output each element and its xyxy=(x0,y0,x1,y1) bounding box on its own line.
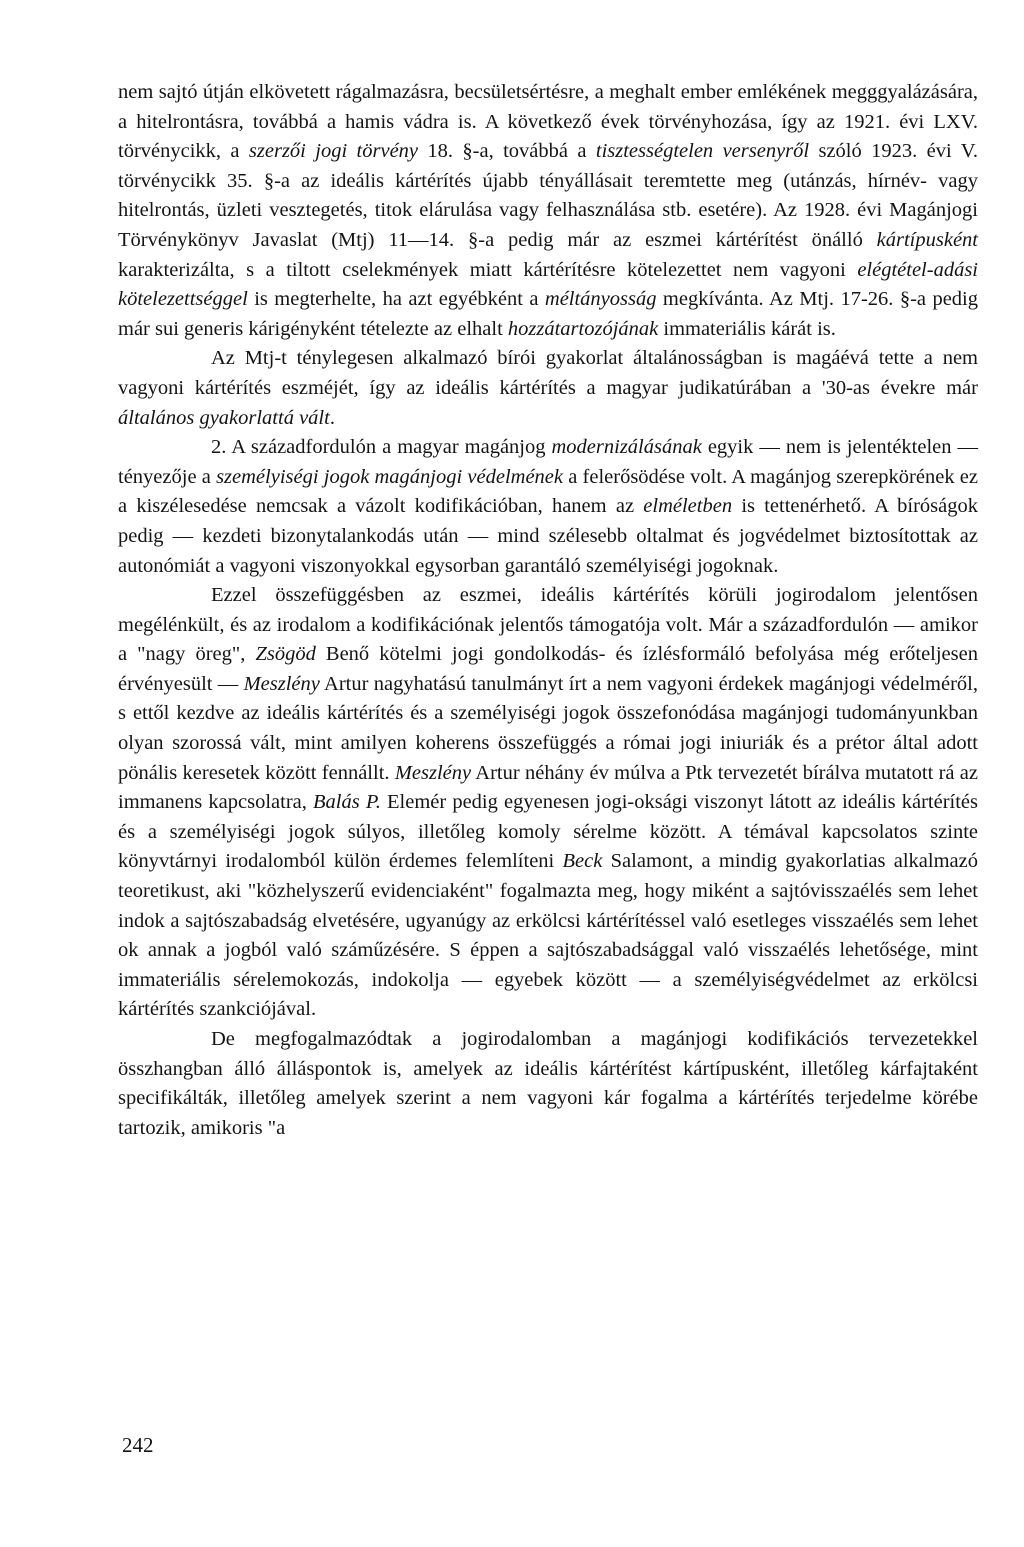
italic-text: elméletben xyxy=(643,495,733,518)
italic-text: kártípusként xyxy=(876,228,978,251)
text-run: megkívánta. Az Mtj. 17-26. §-a pedig már sui generis kárigényként tételezte az elhalt xyxy=(118,288,978,340)
italic-text: elégtétel-adási kötelezettséggel xyxy=(118,258,978,311)
italic-text: méltányosság xyxy=(544,288,657,311)
italic-text: Meszlény xyxy=(243,672,320,695)
text-run: is megterhelte, ha azt egyébként a xyxy=(247,288,545,311)
paragraph xyxy=(118,581,978,1025)
italic-text: hozzátartozójának xyxy=(507,317,659,340)
text-run: Artur néhány év múlva a Ptk tervezetét bírálva mutatott rá az immanens kapcsolatra, xyxy=(118,761,979,814)
text-run: karakterizálta, s a tiltott cselekmények miatt kártérítésre kötelezettet nem vagyoni xyxy=(118,258,858,281)
italic-text: Zsögöd xyxy=(255,643,316,666)
text-run: Az Mtj-t ténylegesen alkalmazó bírói gyakorlat általánosságban is magáévá tette a nem vagyoni kártérítés eszméjét, így az ideális kártérítés a magyar judikatúrában a '30-as évekre már xyxy=(118,347,978,399)
text-run: . xyxy=(329,406,335,429)
text-run: 2. A századfordulón a magyar magánjog xyxy=(211,436,552,459)
italic-text: általános gyakorlattá vált xyxy=(118,406,330,429)
text-run: Artur nagyhatású tanulmányt írt a nem vagyoni érdekek magánjogi védelméről, s ettől kezdve az ideális kártérítés és a személyiségi jogok összefonódása magánjogi tudományunkban olyan szorossá vált, mint amilyen koherens összefüggés a római jogi iniuriák és a prétor által adott pönális keresetek között fennállt. xyxy=(118,672,978,784)
text-run: Salamont, a mindig gyakorlatias alkalmazó teoretikust, aki "közhelyszerű evidenciaként" fogalmazta meg, hogy miként a sajtóvisszaélés sem lehet indok a sajtószabadság elvetésére, ugyanúgy az erkölcsi kártérítéssel való esetleges visszaélés sem lehet ok annak a jogból való száműzésére. S éppen a sajtószabadsággal való visszaélés lehetősége, mint immateriális sérelemokozás, indokolja — egyebek között — a személyiségvédelmet az erkölcsi kártérítés szankciójával. xyxy=(118,850,978,1021)
paragraph xyxy=(118,78,978,344)
text-run: 18. §-a, továbbá a xyxy=(418,140,596,163)
text-run: is tettenérhető. A bíróságok pedig — kezdeti bizonytalankodás után — mind szélesebb oltalmat és jogvédelmet biztosítottak az autonómiát a vagyoni viszonyokkal egysorban garantáló személyiségi jogoknak. xyxy=(118,495,978,577)
text-run: egyik — nem is jelentéktelen — tényezője a xyxy=(118,436,979,488)
italic-text: Balás P. xyxy=(313,791,381,814)
paragraph xyxy=(118,433,978,581)
text-run: nem sajtó útján elkövetett rágalmazásra, becsületsértésre, a meghalt ember emlékének megggyalázására, a hitelrontásra, továbbá a hamis vádra is. A következő évek törvényhozása, így az 1921. évi LXV. törvénycikk, a xyxy=(118,81,978,163)
text-run: szóló 1923. évi V. törvénycikk 35. §-a az ideális kártérítés újabb tényállásait teremtette meg (utánzás, hírnév- vagy hitelrontás, üzleti vesztegetés, titok elárulása vagy felhasználása stb. esetére). Az 1928. évi Magánjogi Törvénykönyv Javaslat (Mtj) 11—14. §-a pedig már az eszmei kártérítést önálló xyxy=(118,140,979,251)
italic-text: személyiségi jogok magánjogi védelmének xyxy=(216,465,563,488)
text-run: immateriális kárát is. xyxy=(658,317,836,340)
italic-text: Beck xyxy=(562,850,603,873)
text-run: Elemér pedig egyenesen jogi-oksági viszonyt látott az ideális kártérítés és a személyiségi jogok súlyos, illetőleg komoly sérelme között. A témával kapcsolatos szinte könyvtárnyi irodalomból külön érdemes felemlíteni xyxy=(118,791,979,873)
italic-text: modernizálásának xyxy=(551,436,702,459)
italic-text: szerzői jogi törvény xyxy=(248,140,419,163)
page-body xyxy=(118,78,978,1143)
paragraph xyxy=(118,1025,978,1143)
text-run: Ezzel összefüggésben az eszmei, ideális kártérítés körüli jogirodalom jelentősen megélénkült, és az irodalom a kodifikációnak jelentős támogatója volt. Már a századfordulón — amikor a "nagy öreg", xyxy=(118,584,978,666)
text-run: a felerősödése volt. A magánjog szerepkörének ez a kiszélesedése nemcsak a vázolt kodifikációban, hanem az xyxy=(118,465,978,518)
paragraph xyxy=(118,344,978,433)
text-container xyxy=(118,78,978,1143)
italic-text: Meszlény xyxy=(394,761,472,784)
text-run: Benő kötelmi jogi gondolkodás- és ízlésformáló befolyása még erőteljesen érvényesült — xyxy=(118,643,978,695)
italic-text: tisztességtelen versenyről xyxy=(595,140,810,163)
text-run: De megfogalmazódtak a jogirodalomban a magánjogi kodifikációs tervezetekkel összhangban álló álláspontok is, amelyek az ideális kártérítést kártípusként, illetőleg kárfajtaként specifikálták, illetőleg amelyek szerint a nem vagyoni kár fogalma a kártérítés terjedelme körébe tartozik, amikoris "a xyxy=(118,1028,978,1139)
page-number: 242 xyxy=(122,1433,154,1457)
